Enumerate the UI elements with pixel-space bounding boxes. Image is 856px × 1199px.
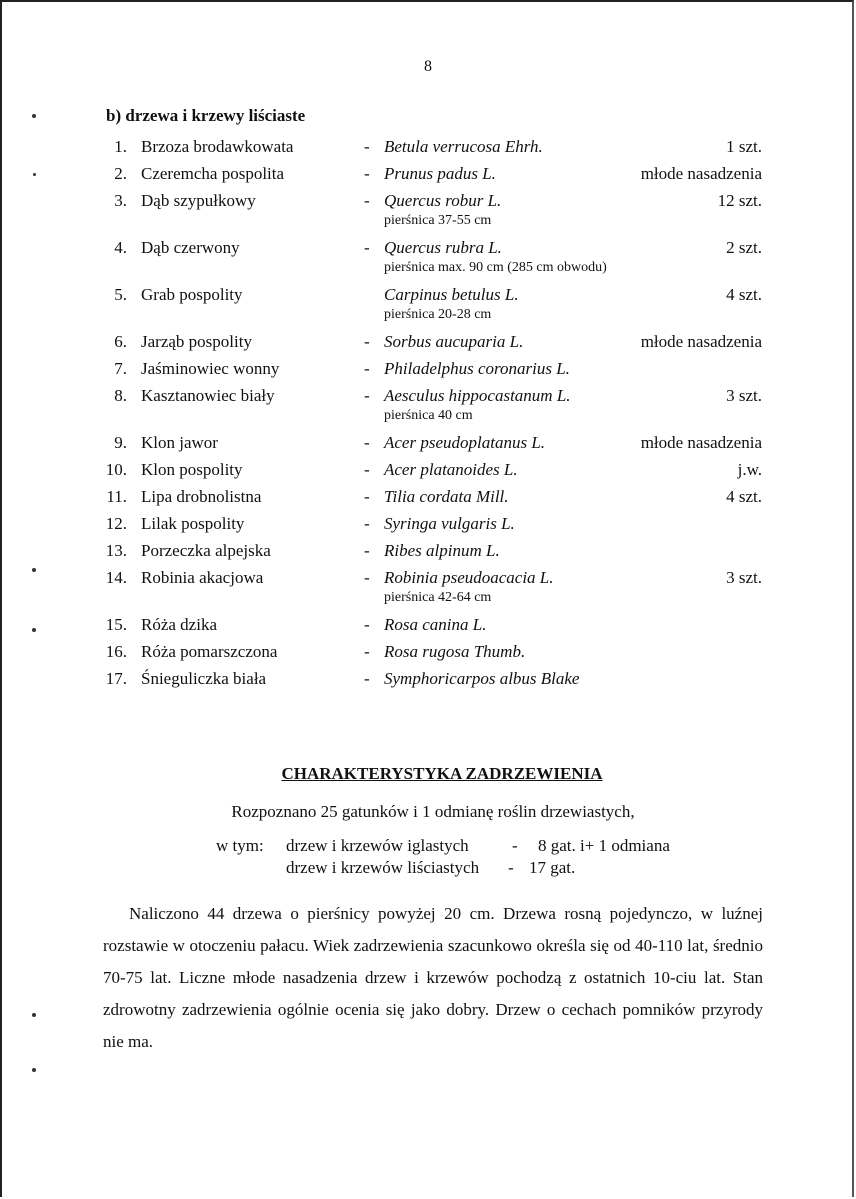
species-polish-name: Grab pospolity — [141, 285, 243, 304]
species-number: 6. — [114, 332, 127, 351]
species-row — [0, 460, 856, 487]
species-quantity: 12 szt. — [717, 191, 762, 210]
species-polish-name: Róża pomarszczona — [141, 642, 278, 661]
species-number: 10. — [105, 460, 127, 479]
species-number: 8. — [114, 386, 127, 405]
species-note: pierśnica 37-55 cm — [384, 213, 492, 228]
species-dash: - — [364, 568, 370, 587]
species-number: 16. — [105, 642, 127, 661]
species-dash: - — [364, 541, 370, 560]
species-dash: - — [364, 487, 370, 506]
section-heading: b) drzewa i krzewy liściaste — [106, 106, 306, 125]
species-row — [0, 541, 856, 568]
characteristics-paragraph: Naliczono 44 drzewa o pierśnicy powyżej 20 cm. Drzewa rosną pojedynczo, w luźnej rozstawie w otoczeniu pałacu. Wiek zadrzewienia szacunkowo określa się od 40-110 lat, średnio 70-75 lat. Liczne młode nasadzenia drzew i krzewów pochodzą z ostatnich 10-ciu lat. Stan zdrowotny zadrzewienia ogólnie ocenia się jako dobry. Drzew o cechach pomników przyrody nie ma. — [103, 904, 763, 1051]
species-latin-name: Rosa canina L. — [384, 615, 487, 634]
species-row — [0, 568, 856, 615]
species-number: 17. — [105, 669, 127, 688]
species-dash: - — [364, 642, 370, 661]
species-dash: - — [364, 359, 370, 378]
species-number: 14. — [105, 568, 127, 587]
species-quantity: młode nasadzenia — [640, 164, 762, 183]
species-latin-name: Syringa vulgaris L. — [384, 514, 515, 533]
species-dash: - — [364, 191, 370, 210]
species-row — [0, 487, 856, 514]
breakdown-label: w tym: — [216, 836, 264, 855]
species-row — [0, 386, 856, 433]
species-number: 13. — [105, 541, 127, 560]
species-dash: - — [364, 386, 370, 405]
species-latin-name: Betula verrucosa Ehrh. — [384, 137, 543, 156]
species-latin-name: Quercus rubra L. — [384, 238, 502, 257]
species-latin-name: Tilia cordata Mill. — [384, 487, 509, 506]
species-dash: - — [364, 332, 370, 351]
species-quantity: młode nasadzenia — [640, 332, 762, 351]
species-polish-name: Śnieguliczka biała — [141, 669, 267, 688]
species-quantity: młode nasadzenia — [640, 433, 762, 452]
species-number: 1. — [114, 137, 127, 156]
species-dash: - — [364, 238, 370, 257]
species-latin-name: Aesculus hippocastanum L. — [384, 386, 571, 405]
species-latin-name: Quercus robur L. — [384, 191, 502, 210]
species-latin-name: Prunus padus L. — [384, 164, 496, 183]
species-number: 9. — [114, 433, 127, 452]
species-dash: - — [364, 433, 370, 452]
species-polish-name: Robinia akacjowa — [141, 568, 264, 587]
species-quantity: 1 szt. — [726, 137, 762, 156]
species-number: 5. — [114, 285, 127, 304]
species-latin-name: Philadelphus coronarius L. — [384, 359, 570, 378]
species-row — [0, 669, 856, 696]
species-latin-name: Rosa rugosa Thumb. — [384, 642, 526, 661]
species-quantity: 3 szt. — [726, 386, 762, 405]
species-latin-name: Acer pseudoplatanus L. — [384, 433, 546, 452]
species-quantity: 3 szt. — [726, 568, 762, 587]
breakdown-count: 8 gat. i+ 1 odmiana — [538, 836, 670, 855]
species-latin-name: Ribes alpinum L. — [384, 541, 500, 560]
species-polish-name: Kasztanowiec biały — [141, 386, 275, 405]
species-latin-name: Robinia pseudoacacia L. — [384, 568, 554, 587]
species-row — [0, 615, 856, 642]
scan-speck — [32, 1013, 36, 1017]
breakdown-dash: - — [508, 858, 514, 877]
scan-speck — [32, 1068, 36, 1072]
species-row — [0, 238, 856, 285]
species-number: 2. — [114, 164, 127, 183]
species-quantity: j.w. — [737, 460, 762, 479]
species-polish-name: Brzoza brodawkowata — [141, 137, 294, 156]
scan-speck — [32, 114, 36, 118]
species-dash: - — [364, 137, 370, 156]
breakdown-group: drzew i krzewów liściastych — [286, 858, 480, 877]
species-number: 3. — [114, 191, 127, 210]
species-number: 4. — [114, 238, 127, 257]
species-polish-name: Jaśminowiec wonny — [141, 359, 280, 378]
species-note: pierśnica 42-64 cm — [384, 590, 492, 605]
species-quantity: 4 szt. — [726, 285, 762, 304]
characteristics-title: CHARAKTERYSTYKA ZADRZEWIENIA — [281, 764, 603, 783]
species-dash: - — [364, 460, 370, 479]
species-row — [0, 642, 856, 669]
species-polish-name: Klon pospolity — [141, 460, 243, 479]
species-polish-name: Róża dzika — [141, 615, 217, 634]
species-number: 11. — [106, 487, 127, 506]
species-dash: - — [364, 669, 370, 688]
breakdown-group: drzew i krzewów iglastych — [286, 836, 469, 855]
species-row — [0, 514, 856, 541]
species-polish-name: Dąb czerwony — [141, 238, 240, 257]
species-polish-name: Klon jawor — [141, 433, 218, 452]
species-polish-name: Czeremcha pospolita — [141, 164, 285, 183]
species-dash: - — [364, 615, 370, 634]
species-list — [0, 137, 856, 696]
species-dash: - — [364, 164, 370, 183]
species-note: pierśnica max. 90 cm (285 cm obwodu) — [384, 260, 607, 275]
species-row — [0, 433, 856, 460]
species-quantity: 2 szt. — [726, 238, 762, 257]
species-row — [0, 285, 856, 332]
species-row — [0, 191, 856, 238]
species-polish-name: Dąb szypułkowy — [141, 191, 256, 210]
species-polish-name: Lipa drobnolistna — [141, 487, 262, 506]
breakdown-dash: - — [512, 836, 518, 855]
breakdown-count: 17 gat. — [529, 858, 576, 877]
species-note: pierśnica 40 cm — [384, 408, 473, 423]
species-row — [0, 332, 856, 359]
species-row — [0, 359, 856, 386]
species-latin-name: Carpinus betulus L. — [384, 285, 519, 304]
characteristics-summary: Rozpoznano 25 gatunków i 1 odmianę roślin drzewiastych, — [231, 802, 635, 821]
species-latin-name: Symphoricarpos albus Blake — [384, 669, 580, 688]
species-note: pierśnica 20-28 cm — [384, 307, 492, 322]
species-latin-name: Acer platanoides L. — [384, 460, 518, 479]
species-quantity: 4 szt. — [726, 487, 762, 506]
species-row — [0, 164, 856, 191]
species-polish-name: Lilak pospolity — [141, 514, 245, 533]
species-number: 12. — [105, 514, 127, 533]
page-number: 8 — [424, 58, 432, 75]
species-number: 7. — [114, 359, 127, 378]
species-latin-name: Sorbus aucuparia L. — [384, 332, 524, 351]
species-number: 15. — [105, 615, 127, 634]
species-row — [0, 137, 856, 164]
species-polish-name: Porzeczka alpejska — [141, 541, 271, 560]
species-polish-name: Jarząb pospolity — [141, 332, 252, 351]
species-dash: - — [364, 514, 370, 533]
